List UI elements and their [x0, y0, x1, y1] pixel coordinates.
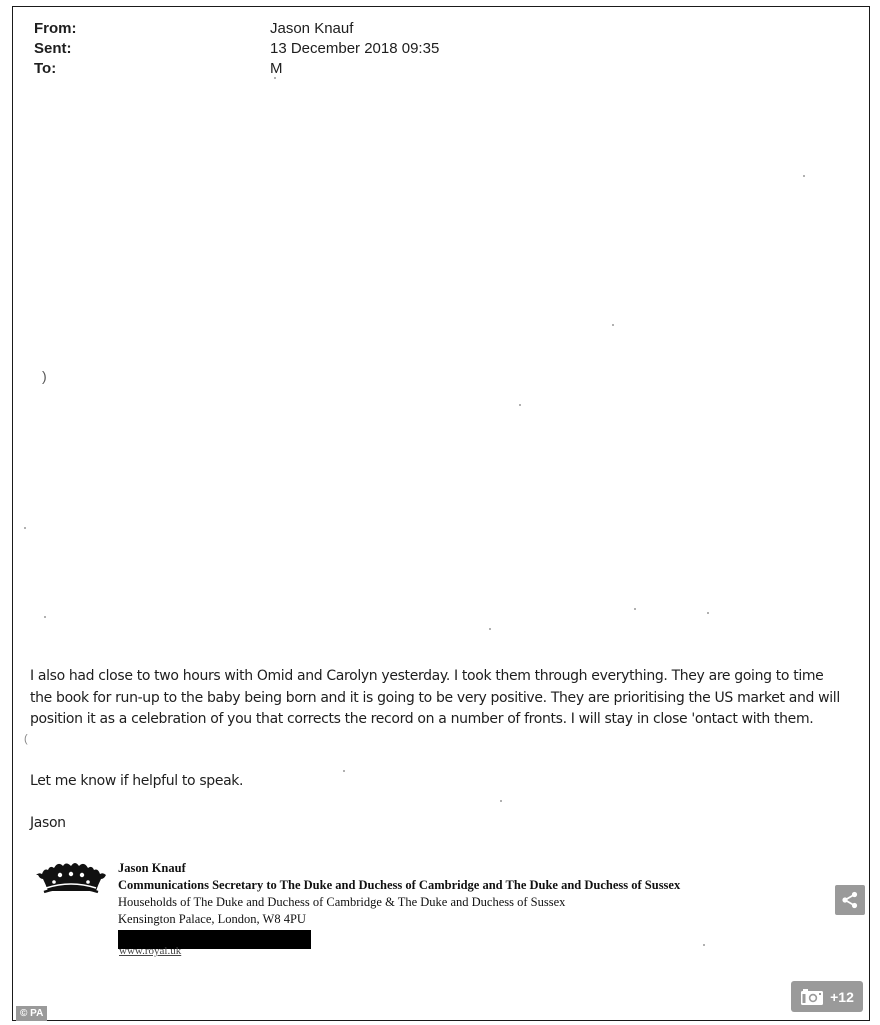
share-button[interactable]	[835, 885, 865, 915]
email-body	[30, 666, 845, 731]
scan-speck	[803, 175, 805, 177]
sent-value: 13 December 2018 09:35	[270, 40, 440, 57]
share-icon	[841, 891, 859, 909]
signature-households: Households of The Duke and Duchess of Cambridge & The Duke and Duchess of Sussex	[118, 895, 566, 909]
scan-speck	[24, 527, 26, 529]
scan-speck	[489, 628, 491, 630]
gallery-button[interactable]	[791, 981, 863, 1012]
signature-name: Jason Knauf	[118, 861, 186, 875]
stray-margin-mark: (	[24, 733, 28, 745]
photo-credit: © PA	[16, 1006, 47, 1021]
scan-speck	[274, 77, 276, 79]
signature-title: Communications Secretary to The Duke and Duchess of Cambridge and The Duke and Duchess of Sussex	[118, 878, 681, 892]
from-label: From:	[34, 20, 77, 37]
to-label: To:	[34, 60, 57, 77]
scan-speck	[634, 608, 636, 610]
scan-speck	[703, 944, 705, 946]
sent-label: Sent:	[34, 40, 72, 57]
signature-address: Kensington Palace, London, W8 4PU	[118, 912, 306, 926]
scan-speck	[519, 404, 521, 406]
gallery-count: +12	[830, 988, 854, 1005]
body-paragraph: I also had close to two hours with Omid and Carolyn yesterday. I took them through everything. They are going to time the book for run-up to the baby being born and it is going to be very positive. They are prioritising the US market and will position it as a celebration of you that corrects the record on a number of fronts. I will stay in close 'ontact with them.	[30, 668, 840, 727]
scan-speck	[707, 612, 709, 614]
scan-speck	[612, 324, 614, 326]
crown-icon	[30, 855, 112, 895]
stray-paren: )	[42, 368, 47, 384]
scan-speck	[44, 616, 46, 618]
to-value: M	[270, 60, 283, 77]
signature-website-link[interactable]: www.royal.uk	[119, 945, 182, 957]
signoff: Jason	[30, 815, 66, 831]
body-paragraph-2: Let me know if helpful to speak.	[30, 773, 244, 789]
camera-icon	[800, 988, 824, 1006]
from-value: Jason Knauf	[270, 20, 354, 37]
scan-speck	[500, 800, 502, 802]
